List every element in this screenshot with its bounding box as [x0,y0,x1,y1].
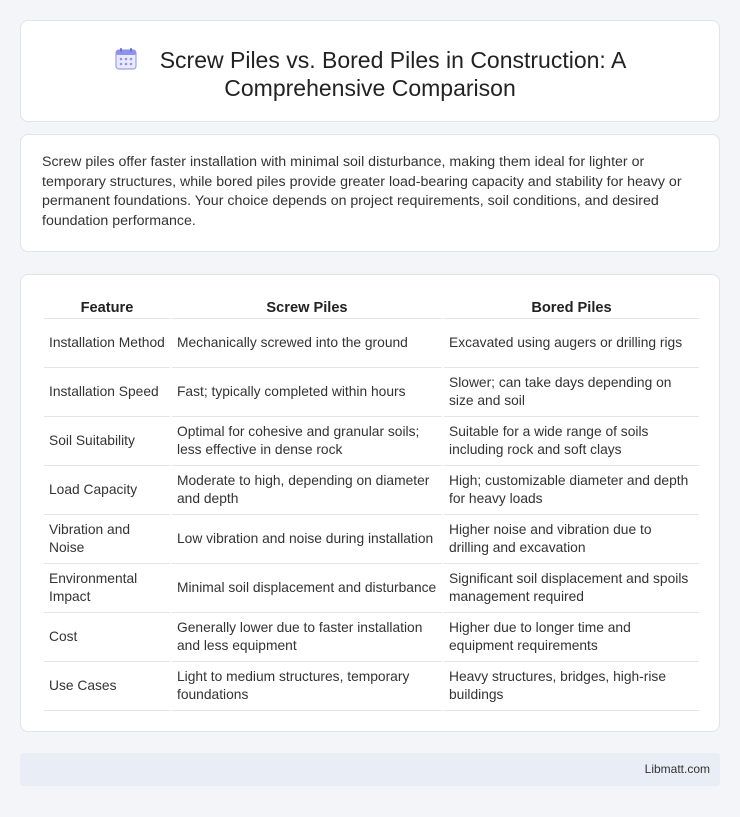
feature-cell: Vibration and Noise [44,515,170,564]
comparison-table-card [20,274,720,732]
feature-cell: Installation Method [44,319,170,368]
screw-piles-cell: Generally lower due to faster installation and less equipment [172,613,442,662]
bored-piles-cell: Heavy structures, bridges, high-rise buildings [444,662,699,711]
screw-piles-cell: Fast; typically completed within hours [172,368,442,417]
bored-piles-cell: Excavated using augers or drilling rigs [444,319,699,368]
title-line-1: Screw Piles vs. Bored Piles in Construction: A [159,47,627,73]
footer-site-link[interactable]: Libmatt.com [644,762,710,776]
screw-piles-cell: Optimal for cohesive and granular soils; less effective in dense rock [172,417,442,466]
table-row [44,319,699,368]
feature-cell: Installation Speed [44,368,170,417]
screw-piles-cell: Minimal soil displacement and disturbance [172,564,442,613]
table-row [44,564,699,613]
comparison-table [42,294,701,711]
summary-card [20,134,720,252]
screw-piles-cell: Low vibration and noise during installation [172,515,442,564]
screw-piles-cell: Light to medium structures, temporary foundations [172,662,442,711]
feature-cell: Use Cases [44,662,170,711]
table-row [44,417,699,466]
page-title [21,46,719,102]
summary-text: Screw piles offer faster installation with minimal soil disturbance, making them ideal for lighter or temporary structures, while bored piles provide greater load-bearing capacity and stability for heavy or permanent foundations. Your choice depends on project requirements, soil conditions, and desired foundation performance. [42,154,682,229]
table-row [44,515,699,564]
bored-piles-cell: Higher due to longer time and equipment requirements [444,613,699,662]
footer [20,753,720,786]
bored-piles-cell: Significant soil displacement and spoils management required [444,564,699,613]
bored-piles-cell: Higher noise and vibration due to drilling and excavation [444,515,699,564]
feature-cell: Cost [44,613,170,662]
header-screw-piles: Screw Piles [172,294,442,319]
header-bored-piles: Bored Piles [444,294,699,319]
table-row [44,613,699,662]
table-header-row [44,294,699,319]
screw-piles-cell: Mechanically screwed into the ground [172,319,442,368]
table-row [44,368,699,417]
header-feature: Feature [44,294,170,319]
feature-cell: Environmental Impact [44,564,170,613]
table-row [44,662,699,711]
table-row [44,466,699,515]
feature-cell: Soil Suitability [44,417,170,466]
feature-cell: Load Capacity [44,466,170,515]
title-line-2: Comprehensive Comparison [224,75,516,101]
calendar-icon [114,47,138,71]
bored-piles-cell: Suitable for a wide range of soils including rock and soft clays [444,417,699,466]
bored-piles-cell: High; customizable diameter and depth for heavy loads [444,466,699,515]
title-card [20,20,720,122]
bored-piles-cell: Slower; can take days depending on size and soil [444,368,699,417]
screw-piles-cell: Moderate to high, depending on diameter and depth [172,466,442,515]
